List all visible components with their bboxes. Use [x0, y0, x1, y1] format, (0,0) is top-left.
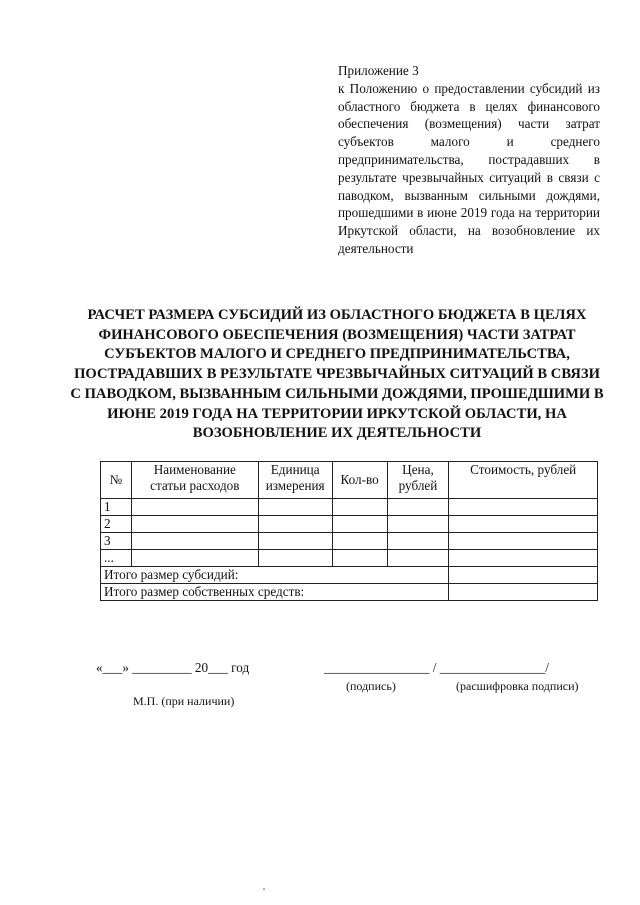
table-row	[101, 550, 598, 567]
cell-empty	[449, 550, 598, 567]
cell-empty	[332, 550, 387, 567]
table-row	[101, 516, 598, 533]
appendix-title: Приложение 3	[338, 63, 419, 78]
cell-empty	[332, 499, 387, 516]
cell-empty	[258, 516, 332, 533]
cell-empty	[258, 533, 332, 550]
signature-caption: (подпись)	[346, 679, 396, 693]
total-own-funds-row	[101, 584, 598, 601]
table-header-row	[101, 462, 598, 499]
column-header-expense-item: Наименование статьи расходов	[131, 462, 258, 499]
column-header-price: Цена, рублей	[387, 462, 449, 499]
row-number: 1	[101, 499, 132, 516]
row-number: ...	[101, 550, 132, 567]
cell-empty	[332, 533, 387, 550]
cell-empty	[131, 533, 258, 550]
row-number: 2	[101, 516, 132, 533]
signature-line: ________________ / ________________/	[324, 660, 549, 675]
cell-empty	[258, 550, 332, 567]
cell-empty	[449, 499, 598, 516]
stamp-note: М.П. (при наличии)	[133, 694, 235, 708]
cell-empty	[258, 499, 332, 516]
cell-empty	[449, 516, 598, 533]
appendix-body: к Положению о предоставлении субсидий из областного бюджета в целях финансового обеспечения (возмещения) части затрат субъектов малого и среднего предпринимательства, пострадавших в результате чрезвычайных ситуаций в связи с паводком, вызванным сильными дождями, прошедшими в июне 2019 года на территории Иркутской области, на возобновление их деятельности	[338, 80, 600, 256]
column-header-quantity: Кол-во	[332, 462, 387, 499]
appendix-block	[338, 62, 600, 258]
cell-empty	[131, 499, 258, 516]
total-own-funds-label: Итого размер собственных средств:	[101, 584, 449, 601]
scan-speck	[263, 888, 265, 890]
calculation-table	[100, 461, 598, 601]
cell-empty	[131, 516, 258, 533]
cell-empty	[387, 550, 449, 567]
total-subsidy-row	[101, 567, 598, 584]
table-row	[101, 499, 598, 516]
total-subsidy-label: Итого размер субсидий:	[101, 567, 449, 584]
cell-empty	[387, 533, 449, 550]
column-header-unit: Единица измерения	[258, 462, 332, 499]
cell-empty	[449, 567, 598, 584]
table-row	[101, 533, 598, 550]
cell-empty	[332, 516, 387, 533]
row-number: 3	[101, 533, 132, 550]
document-heading: РАСЧЕТ РАЗМЕРА СУБСИДИЙ ИЗ ОБЛАСТНОГО БЮДЖЕТА В ЦЕЛЯХ ФИНАНСОВОГО ОБЕСПЕЧЕНИЯ (ВОЗМЕЩЕНИЯ) ЧАСТИ ЗАТРАТ СУБЪЕКТОВ МАЛОГО И СРЕДНЕГО ПРЕДПРИНИМАТЕЛЬСТВА, ПОСТРАДАВШИХ В РЕЗУЛЬТАТЕ ЧРЕЗВЫЧАЙНЫХ СИТУАЦИЙ В СВЯЗИ С ПАВОДКОМ, ВЫЗВАННЫМ СИЛЬНЫМИ ДОЖДЯМИ, ПРОШЕДШИМИ В ИЮНЕ 2019 ГОДА НА ТЕРРИТОРИИ ИРКУТСКОЙ ОБЛАСТИ, НА ВОЗОБНОВЛЕНИЕ ИХ ДЕЯТЕЛЬНОСТИ	[70, 307, 604, 442]
cell-empty	[131, 550, 258, 567]
cell-empty	[449, 533, 598, 550]
cell-empty	[387, 499, 449, 516]
cell-empty	[449, 584, 598, 601]
column-header-cost: Стоимость, рублей	[449, 462, 598, 499]
cell-empty	[387, 516, 449, 533]
date-line: «___» _________ 20___ год	[96, 660, 250, 675]
column-header-number: №	[101, 462, 132, 499]
signature-decode-caption: (расшифровка подписи)	[456, 679, 579, 693]
